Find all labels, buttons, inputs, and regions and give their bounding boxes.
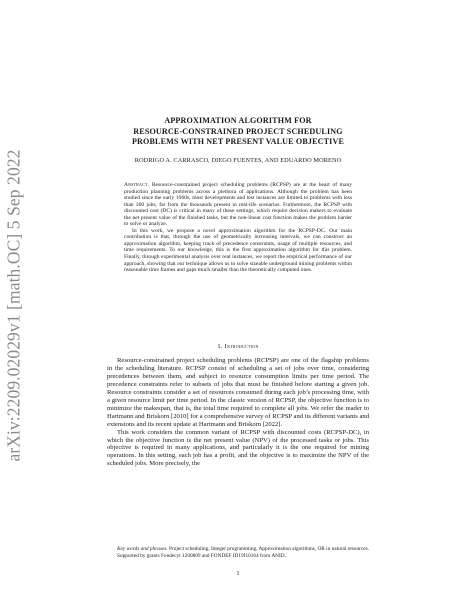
abstract-paragraph: In this work, we propose a novel approximation algorithm for the RCPSP-DC. Our main contribution is that, through the use of geometrically increasing intervals, we can construct an approximation algorithm, keeping track of precedence constraints, usage of multiple resources, and time requirements. To our knowledge, this is the first approximation algorithm for this problem. Finally, through experimental analysis over real instances, we report the empirical performance of our approach, showing that our technique allows us to solve sizeable underground mining problems within reasonable time frames and gaps much smaller than the theoretically computed ones. xyxy=(124,227,352,274)
footnotes xyxy=(107,546,369,560)
abstract-paragraph xyxy=(124,182,352,228)
arxiv-identifier-stamp xyxy=(2,70,26,540)
keywords-label: Key words and phrases. xyxy=(117,546,168,552)
abstract-text: Resource-constrained project scheduling problems (RCPSP) are at the heart of many production planning problems across a plethora of applications. Although the problem has been studied since the early 1960s, most developments and test instances are limited to problems with less than 300 jobs, far from the thousands present in real-life scenarios. Furthermore, the RCPSP with discounted cost (DC) is critical in many of these settings, which require decision makers to evaluate the net present value of the finished tasks, but the non-linear cost function makes the problem harder to solve or analyze. xyxy=(124,182,352,228)
title-line: PROBLEMS WITH NET PRESENT VALUE OBJECTIVE xyxy=(131,137,345,147)
section-heading-introduction: 1. Introduction xyxy=(217,343,259,350)
author-list: RODRIGO A. CARRASCO, DIEGO FUENTES, AND EDUARDO MORENO xyxy=(134,157,342,164)
abstract xyxy=(124,182,352,274)
body-paragraph: Resource-constrained project scheduling problems (RCPSP) are one of the flagship problems in the scheduling literature. RCPSP consist of scheduling a set of jobs over time, considering precedences between them, and subject to resource consumption limits per time period. The precedence constraints refer to subsets of jobs that must be finished before starting a given job. Resource constraints consider a set of resources consumed during each job’s processing time, with a given resource limit per time period. In the classic version of RCPSP, the objective function is to minimize the makespan, that is, the total time required to complete all jobs. We refer the reader to Hartmann and Briskorn [2010] for a comprehensive survey of RCPSP and its different variants and extensions and its recent update at Hartmann and Briskorn [2022]. xyxy=(107,357,369,428)
keywords-text: Project scheduling, Integer programming, Approximation algorithms, OR in natural resources. xyxy=(169,546,369,552)
arxiv-identifier-text: arXiv:2209.02029v1 [math.OC] 5 Sep 2022 xyxy=(3,148,24,462)
body-paragraph: This work considers the common variant of RCPSP with discounted costs (RCPSP-DC), in which the objective function is the net present value (NPV) of the processed tasks or jobs. This objective is required in many applications, and particularly it is the one required for mining operations. In this setting, each job has a profit, and the objective is to maximize the NPV of the scheduled jobs. More precisely, the xyxy=(107,428,369,468)
keywords-footnote xyxy=(107,546,369,552)
funding-footnote: Supported by grants Fondecyt 1200809 and FONDEF ID19I10164 from ANID.. xyxy=(117,553,288,560)
title-line: RESOURCE-CONSTRAINED PROJECT SCHEDULING xyxy=(133,126,343,136)
page-number: 1 xyxy=(236,571,240,577)
title-line: APPROXIMATION ALGORITHM FOR xyxy=(164,116,312,125)
paper-title xyxy=(107,116,369,148)
introduction-body xyxy=(107,357,369,468)
abstract-heading: Abstract. xyxy=(124,182,150,188)
